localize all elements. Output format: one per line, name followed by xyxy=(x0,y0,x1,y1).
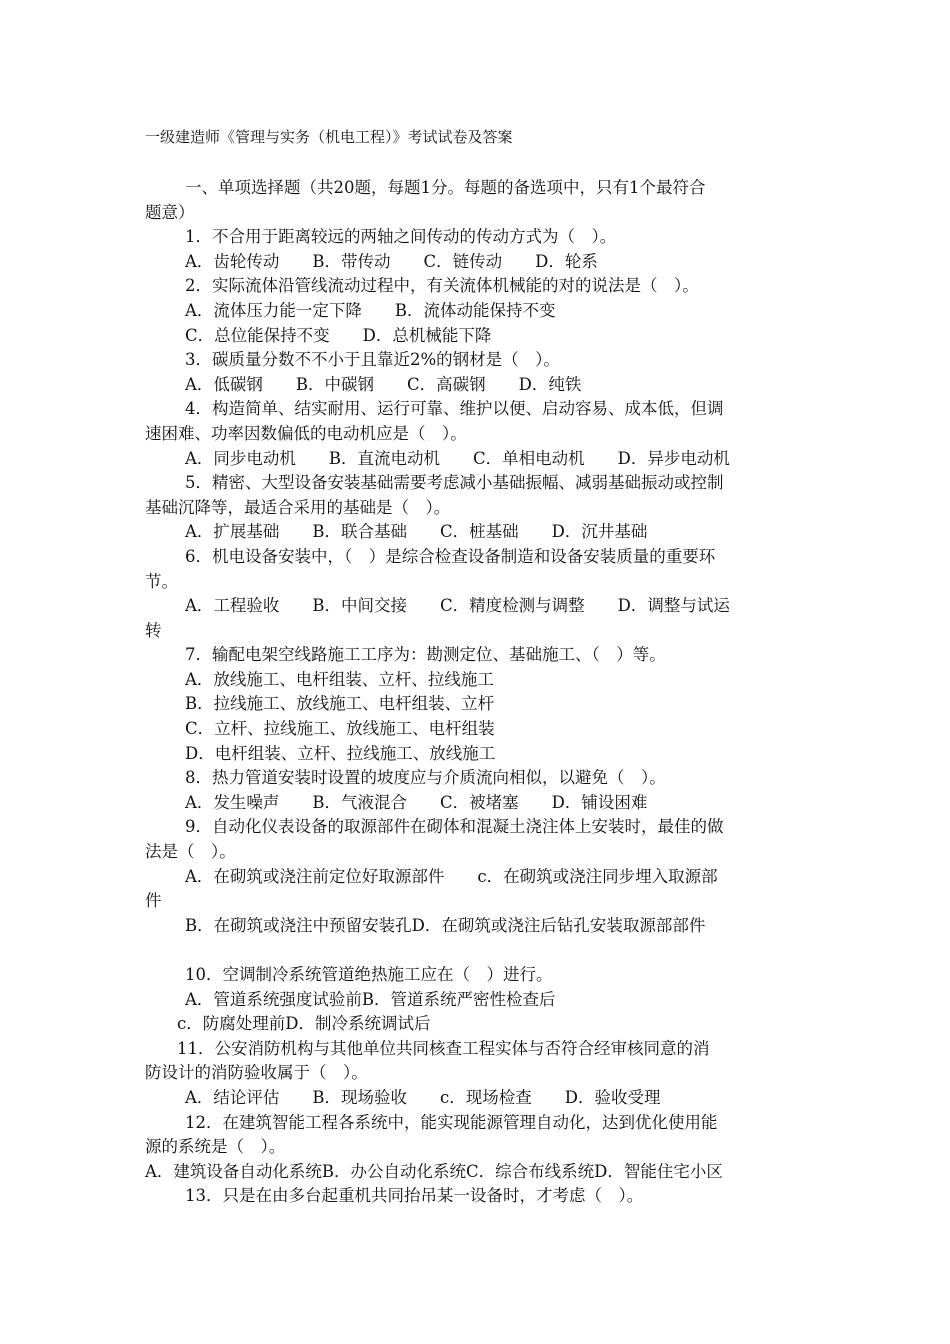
options-11: A．结论评估 B．现场验收 c．现场检查 D．验收受理 xyxy=(185,1087,661,1107)
options-9a-cont: 件 xyxy=(145,891,162,911)
question-11: 11．公安消防机构与其他单位共同核查工程实体与否符合经审核同意的消 xyxy=(177,1038,710,1058)
options-6-cont: 转 xyxy=(145,620,162,640)
options-10b: c．防腐处理前D．制冷系统调试后 xyxy=(177,1014,431,1034)
options-3: A．低碳钢 B．中碳钢 C．高碳钢 D．纯铁 xyxy=(185,374,582,394)
section-heading-cont: 题意） xyxy=(145,202,195,222)
question-13: 13．只是在由多台起重机共同抬吊某一设备时，才考虑（ ）。 xyxy=(185,1186,644,1206)
question-1: 1．不合用于距离较远的两轴之间传动的传动方式为（ ）。 xyxy=(185,227,617,247)
options-8: A．发生噪声 B．气液混合 C．被堵塞 D．铺设困难 xyxy=(185,792,648,812)
option-7d: D．电杆组装、立杆、拉线施工、放线施工 xyxy=(185,743,496,763)
question-6: 6．机电设备安装中，（ ）是综合检查设备制造和设备安装质量的重要环 xyxy=(185,546,716,566)
question-4-cont: 速困难、功率因数偏低的电动机应是（ ）。 xyxy=(145,423,467,443)
option-7a: A．放线施工、电杆组装、立杆、拉线施工 xyxy=(185,669,494,689)
document-title: 一级建造师《管理与实务（机电工程）》考试试卷及答案 xyxy=(145,128,513,146)
options-1: A．齿轮传动 B．带传动 C．链传动 D．轮系 xyxy=(185,251,598,271)
options-10a: A．管道系统强度试验前B．管道系统严密性检查后 xyxy=(185,989,556,1009)
options-9a: A．在砌筑或浇注前定位好取源部件 c．在砌筑或浇注同步埋入取源部 xyxy=(185,866,718,886)
question-8: 8．热力管道安装时设置的坡度应与介质流向相似，以避免（ ）。 xyxy=(185,768,666,788)
options-5: A．扩展基础 B．联合基础 C．桩基础 D．沉井基础 xyxy=(185,522,648,542)
options-4: A．同步电动机 B．直流电动机 C．单相电动机 D．异步电动机 xyxy=(185,448,730,468)
question-12: 12．在建筑智能工程各系统中，能实现能源管理自动化，达到优化使用能 xyxy=(185,1112,718,1132)
option-7b: B．拉线施工、放线施工、电杆组装、立杆 xyxy=(185,694,495,714)
blank-line xyxy=(145,938,805,963)
question-5-cont: 基础沉降等，最适合采用的基础是（ ）。 xyxy=(145,497,451,517)
options-6: A．工程验收 B．中间交接 C．精度检测与调整 D．调整与试运 xyxy=(185,596,730,616)
question-4: 4．构造简单、结实耐用、运行可靠、维护以便、启动容易、成本低，但调 xyxy=(185,399,724,419)
question-5: 5．精密、大型设备安装基础需要考虑减小基础振幅、减弱基础振动或控制 xyxy=(185,473,724,493)
options-2b: C．总位能保持不变 D．总机械能下降 xyxy=(185,325,492,345)
question-12-cont: 源的系统是（ ）。 xyxy=(145,1137,286,1157)
question-3: 3．碳质量分数不不小于且靠近2%的钢材是（ ）。 xyxy=(185,350,560,370)
question-7: 7．输配电架空线路施工工序为：勘测定位、基础施工、（ ）等。 xyxy=(185,645,666,665)
options-9b: B．在砌筑或浇注中预留安装孔D．在砌筑或浇注后钻孔安装取源部部件 xyxy=(185,915,706,935)
option-7c: C．立杆、拉线施工、放线施工、电杆组装 xyxy=(185,719,495,739)
question-6-cont: 节。 xyxy=(145,571,178,591)
question-10: 10．空调制冷系统管道绝热施工应在（ ）进行。 xyxy=(185,965,553,984)
section-heading: 一、单项选择题（共20题，每题1分。每题的备选项中，只有1个最符合 xyxy=(185,178,706,197)
question-9-cont: 法是（ ）。 xyxy=(145,842,236,862)
question-2: 2．实际流体沿管线流动过程中，有关流体机械能的对的说法是（ ）。 xyxy=(185,276,699,296)
options-2a: A．流体压力能一定下降 B．流体动能保持不变 xyxy=(185,300,556,320)
question-11-cont: 防设计的消防验收属于（ ）。 xyxy=(145,1063,368,1083)
question-9: 9．自动化仪表设备的取源部件在砌体和混凝土浇注体上安装时，最佳的做 xyxy=(185,817,724,837)
document-body xyxy=(145,176,805,1209)
options-12: A．建筑设备自动化系统B．办公自动化系统C．综合布线系统D．智能住宅小区 xyxy=(145,1161,723,1181)
